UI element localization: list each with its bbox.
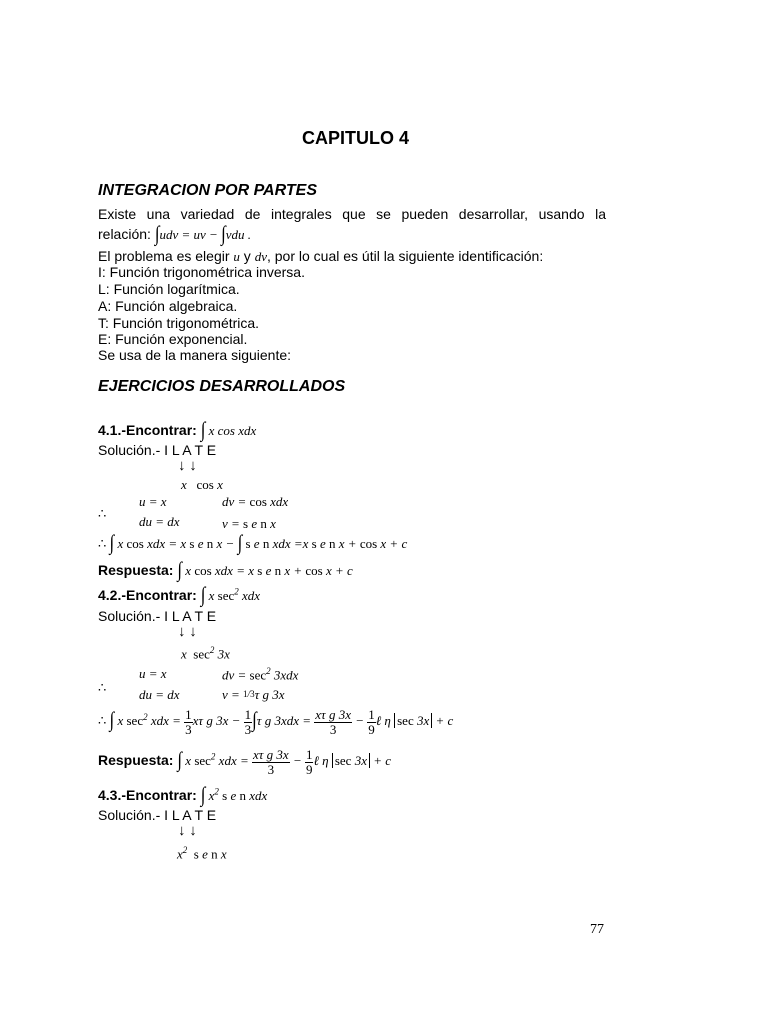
chapter-title: CAPITULO 4 [302, 128, 410, 148]
relation-formula: ∫udv = uv − ∫vdu . [154, 221, 252, 246]
subsection-title: EJERCICIOS DESARROLLADOS [98, 378, 346, 395]
exercise-4-2-label: 4.2.-Encontrar: ∫ x $\sec^2$ xdx [98, 582, 261, 607]
exercise-4-1-dv: dv = cos xdx [222, 494, 289, 509]
exercise-4-1-therefore-small: ∴ [98, 506, 107, 521]
exercise-4-2-result: ∴ ∫ x $\sec^2$ xdx = $\frac{1}{3}$ xτ g 3x − $\frac{1}{3}$ ∫τ g 3xdx = $\frac{\text{xτ g 3x}}{3}$ − $\frac{1}{9}$ ℓ η sec 3x + c [98, 707, 454, 737]
section-title: INTEGRACION POR PARTES [98, 182, 317, 199]
exercise-4-2-integral: ∫ x $\sec^2$ xdx [200, 582, 261, 607]
exercise-4-2-u: u = x [139, 666, 167, 681]
exercise-4-1-answer: Respuesta: ∫ x cos xdx = x s e n x + cos x + c [98, 557, 353, 582]
exercise-4-2-arrows: ↓ ↓ [178, 624, 197, 640]
exercise-4-2-v: v = 1/3τ g 3x [222, 687, 285, 702]
exercise-4-3-integral: ∫ $x^2$ s e n xdx [200, 782, 268, 807]
usage-line: Se usa de la manera siguiente: [98, 347, 292, 363]
exercise-4-1-label: 4.1.-Encontrar: ∫ x cos xdx [98, 417, 257, 442]
exercise-4-2-therefore-small: ∴ [98, 680, 107, 695]
ilate-item-t: T: Función trigonométrica. [98, 315, 260, 331]
exercise-4-1-v: v = s e n x [222, 516, 276, 531]
ilate-item-l: L: Función logarítmica. [98, 281, 240, 297]
relation-label: relación: [98, 226, 151, 242]
exercise-4-1-under: x cos x [181, 477, 223, 492]
ilate-item-i: I: Función trigonométrica inversa. [98, 264, 305, 280]
exercise-4-3-arrows: ↓ ↓ [178, 823, 197, 839]
intro-line-1: Existe una variedad de integrales que se pueden desarrollar, usando la [98, 206, 606, 222]
exercise-4-3-label: 4.3.-Encontrar: ∫ $x^2$ s e n xdx [98, 782, 268, 807]
exercise-4-2-solution: Solución.- I L A T E [98, 608, 217, 624]
page-number: 77 [590, 922, 604, 937]
exercise-4-2-answer: Respuesta: ∫ x $\sec^2$ xdx = $\frac{\text{xτ g 3x}}{3}$ − $\frac{1}{9}$ ℓ η sec 3x + c [98, 747, 392, 777]
exercise-4-1-du: du = dx [139, 514, 180, 529]
exercise-4-2-under: x $\sec^2 3x$ [181, 645, 230, 662]
ilate-item-a: A: Función algebraica. [98, 298, 238, 314]
exercise-4-1-arrows: ↓ ↓ [178, 458, 197, 474]
exercise-4-3-solution: Solución.- I L A T E [98, 807, 217, 823]
exercise-4-3-under: $x^2$ s e n x [177, 845, 227, 862]
ilate-item-e: E: Función exponencial. [98, 331, 248, 347]
exercise-4-1-u: u = x [139, 494, 167, 509]
exercise-4-1-integral: ∫ x cos xdx [200, 417, 257, 442]
exercise-4-1-result: ∴ ∫ x cos xdx = x s e n x − ∫ s e n xdx =x s e n x + cos x + c [98, 530, 408, 555]
problem-line: El problema es elegir u y dv, por lo cual es útil la siguiente identificación: [98, 248, 544, 264]
relation-line [98, 221, 252, 246]
exercise-4-1-solution: Solución.- I L A T E [98, 442, 217, 458]
exercise-4-2-du: du = dx [139, 687, 180, 702]
exercise-4-2-dv: dv = $\sec^2 3xdx$ [222, 666, 299, 683]
